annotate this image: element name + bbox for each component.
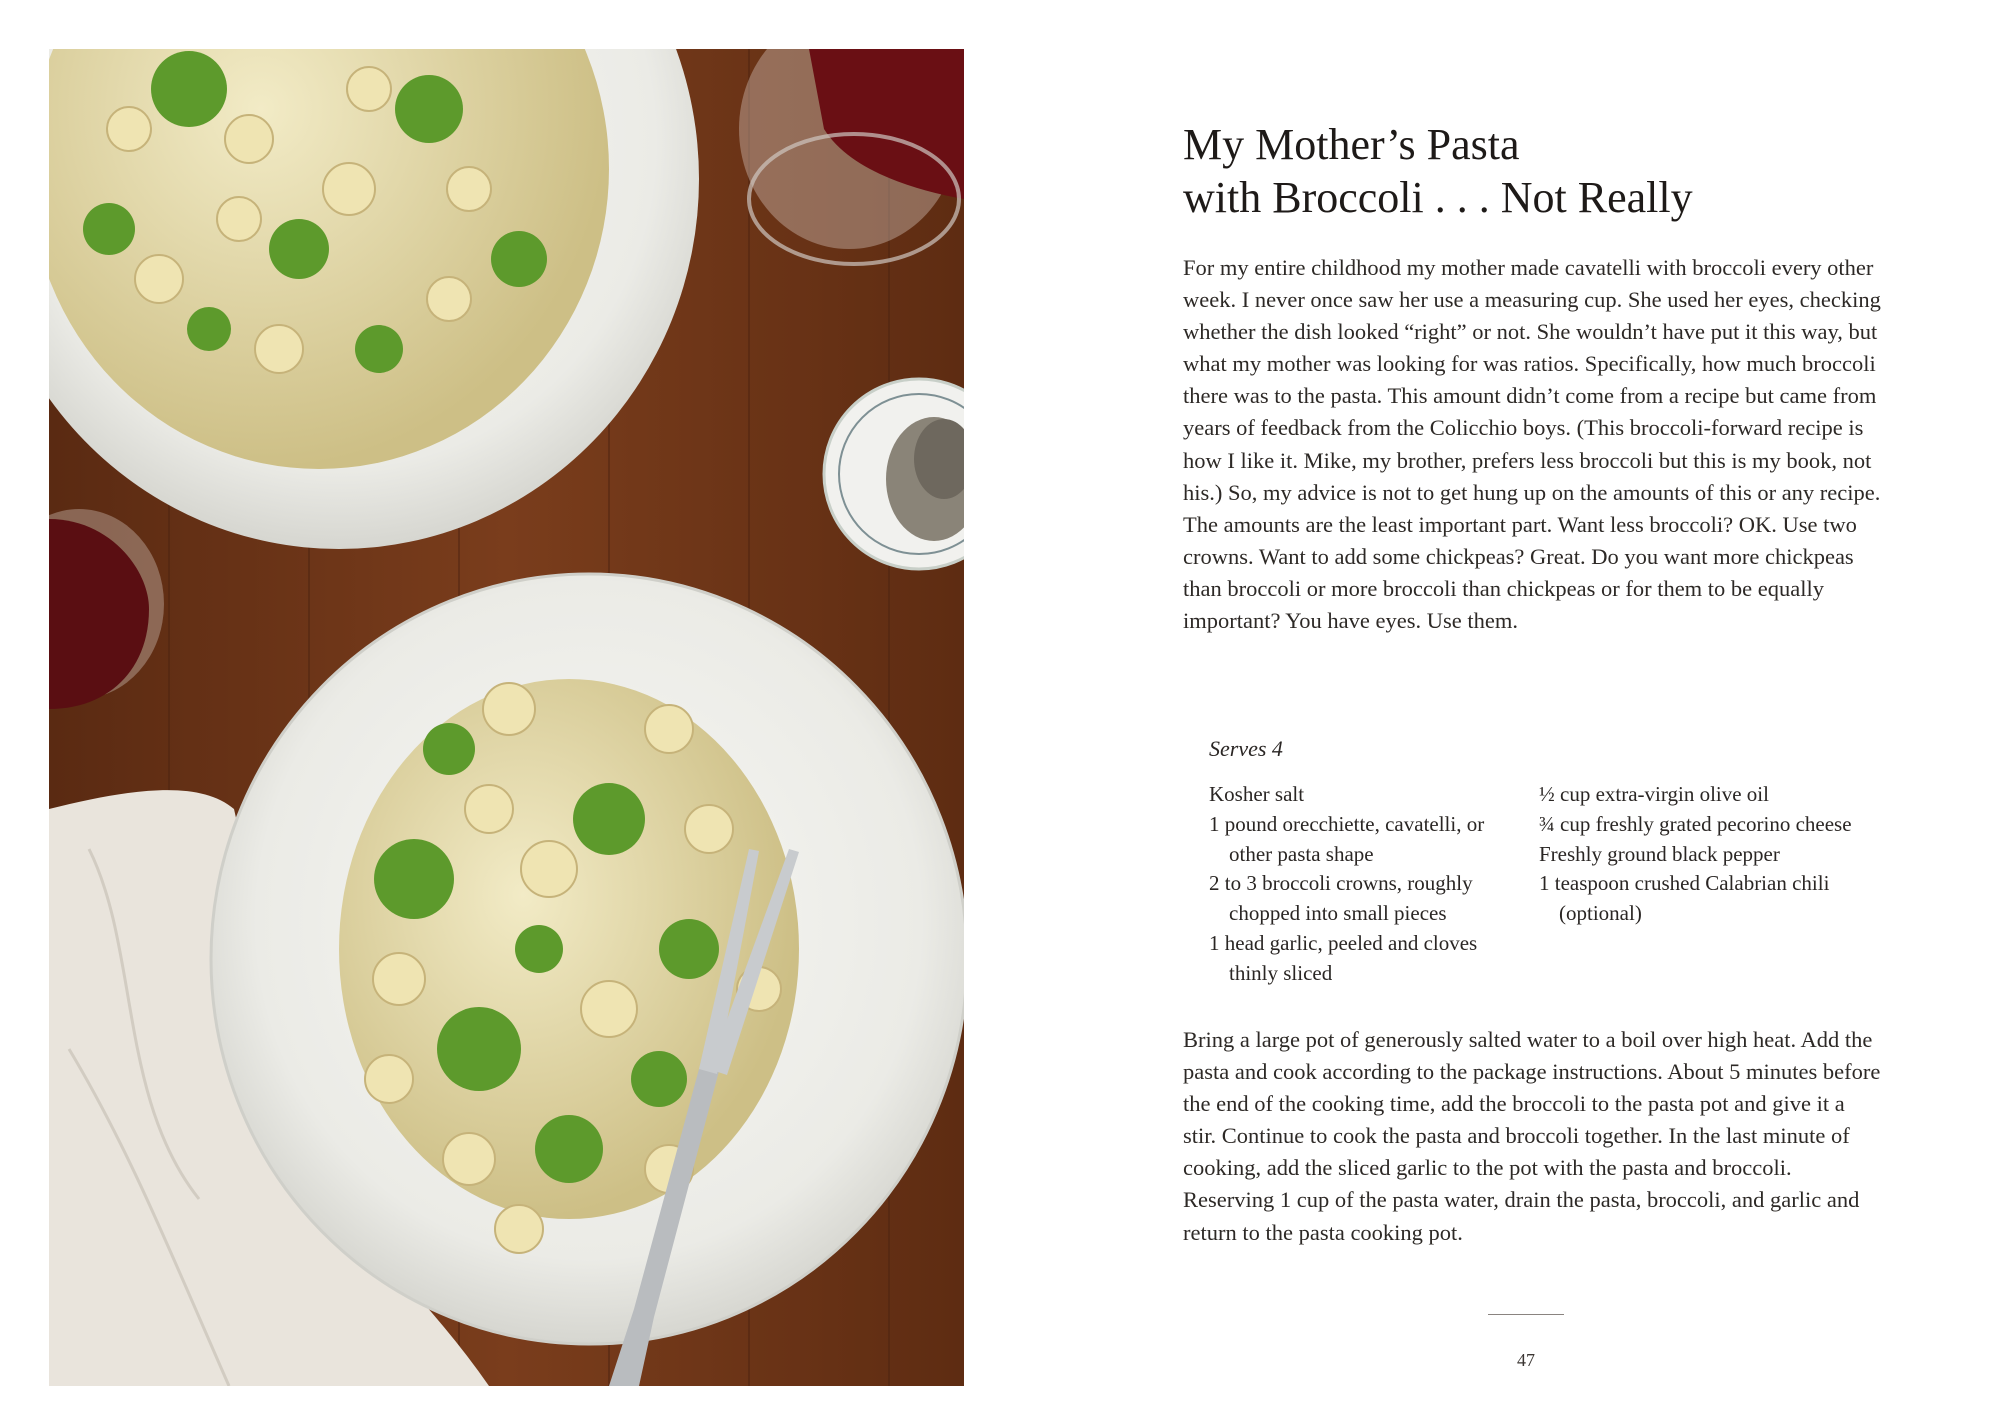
ingredient-column-left — [1209, 780, 1529, 989]
ingredient-item: ½ cup extra-virgin olive oil — [1539, 782, 1769, 806]
recipe-page — [1183, 0, 1883, 1415]
ingredient-list — [1209, 780, 1899, 1000]
page-number: 47 — [1517, 1350, 1535, 1370]
title-line-1: My Mother’s Pasta — [1183, 120, 1520, 169]
footer-rule — [1488, 1314, 1564, 1315]
recipe-method: Bring a large pot of generously salted water to a boil over high heat. Add the pasta and cook according to the package instructions. About 5 minutes before the end of the cooking time, add the broccoli to the pasta pot and give it a stir. Continue to cook the pasta and broccoli together. In the last minute of cooking, add the sliced garlic to the pot with the pasta and broccoli. Reserving 1 cup of the pasta water, drain the pasta, broccoli, and garlic and return to the pasta cooking pot. — [1183, 1027, 1881, 1245]
food-photograph — [49, 49, 964, 1386]
ingredient-column-right — [1539, 780, 1859, 929]
ingredient-item: Freshly ground black pepper — [1539, 841, 1780, 866]
recipe-title — [1183, 118, 1883, 224]
pasta-photo-illustration — [49, 49, 964, 1386]
ingredient-item: ¾ cup freshly grated pecorino cheese — [1539, 811, 1852, 836]
ingredient-item: 2 to 3 broccoli crowns, roughly chopped into small pieces — [1209, 871, 1473, 926]
serves-yield: Serves 4 — [1209, 736, 1283, 761]
title-line-2: with Broccoli . . . Not Really — [1183, 173, 1693, 222]
ingredient-item: 1 head garlic, peeled and cloves thinly sliced — [1209, 930, 1478, 985]
ingredient-item: 1 teaspoon crushed Calabrian chili (optional) — [1539, 871, 1830, 926]
recipe-intro: For my entire childhood my mother made cavatelli with broccoli every other week. I never once saw her use a measuring cup. She used her eyes, checking whether the dish looked “right” or not. She wouldn’t have put it this way, but what my mother was looking for was ratios. Specifically, how much broccoli there was to the pasta. This amount didn’t come from a recipe but came from years of feedback from the Colicchio boys. (This broccoli-forward recipe is how I like it. Mike, my brother, prefers less broccoli but this is my book, not his.) So, my advice is not to get hung up on the amounts of this or any recipe. The amounts are the least important part. Want less broccoli? OK. Use two crowns. Want to add some chickpeas? Great. Do you want more chickpeas than broccoli or more broccoli than chickpeas or for them to be equally important? You have eyes. Use them. — [1183, 255, 1881, 634]
ingredient-item: Kosher salt — [1209, 782, 1305, 806]
ingredient-item: 1 pound orecchiette, cavatelli, or other pasta shape — [1209, 811, 1485, 866]
